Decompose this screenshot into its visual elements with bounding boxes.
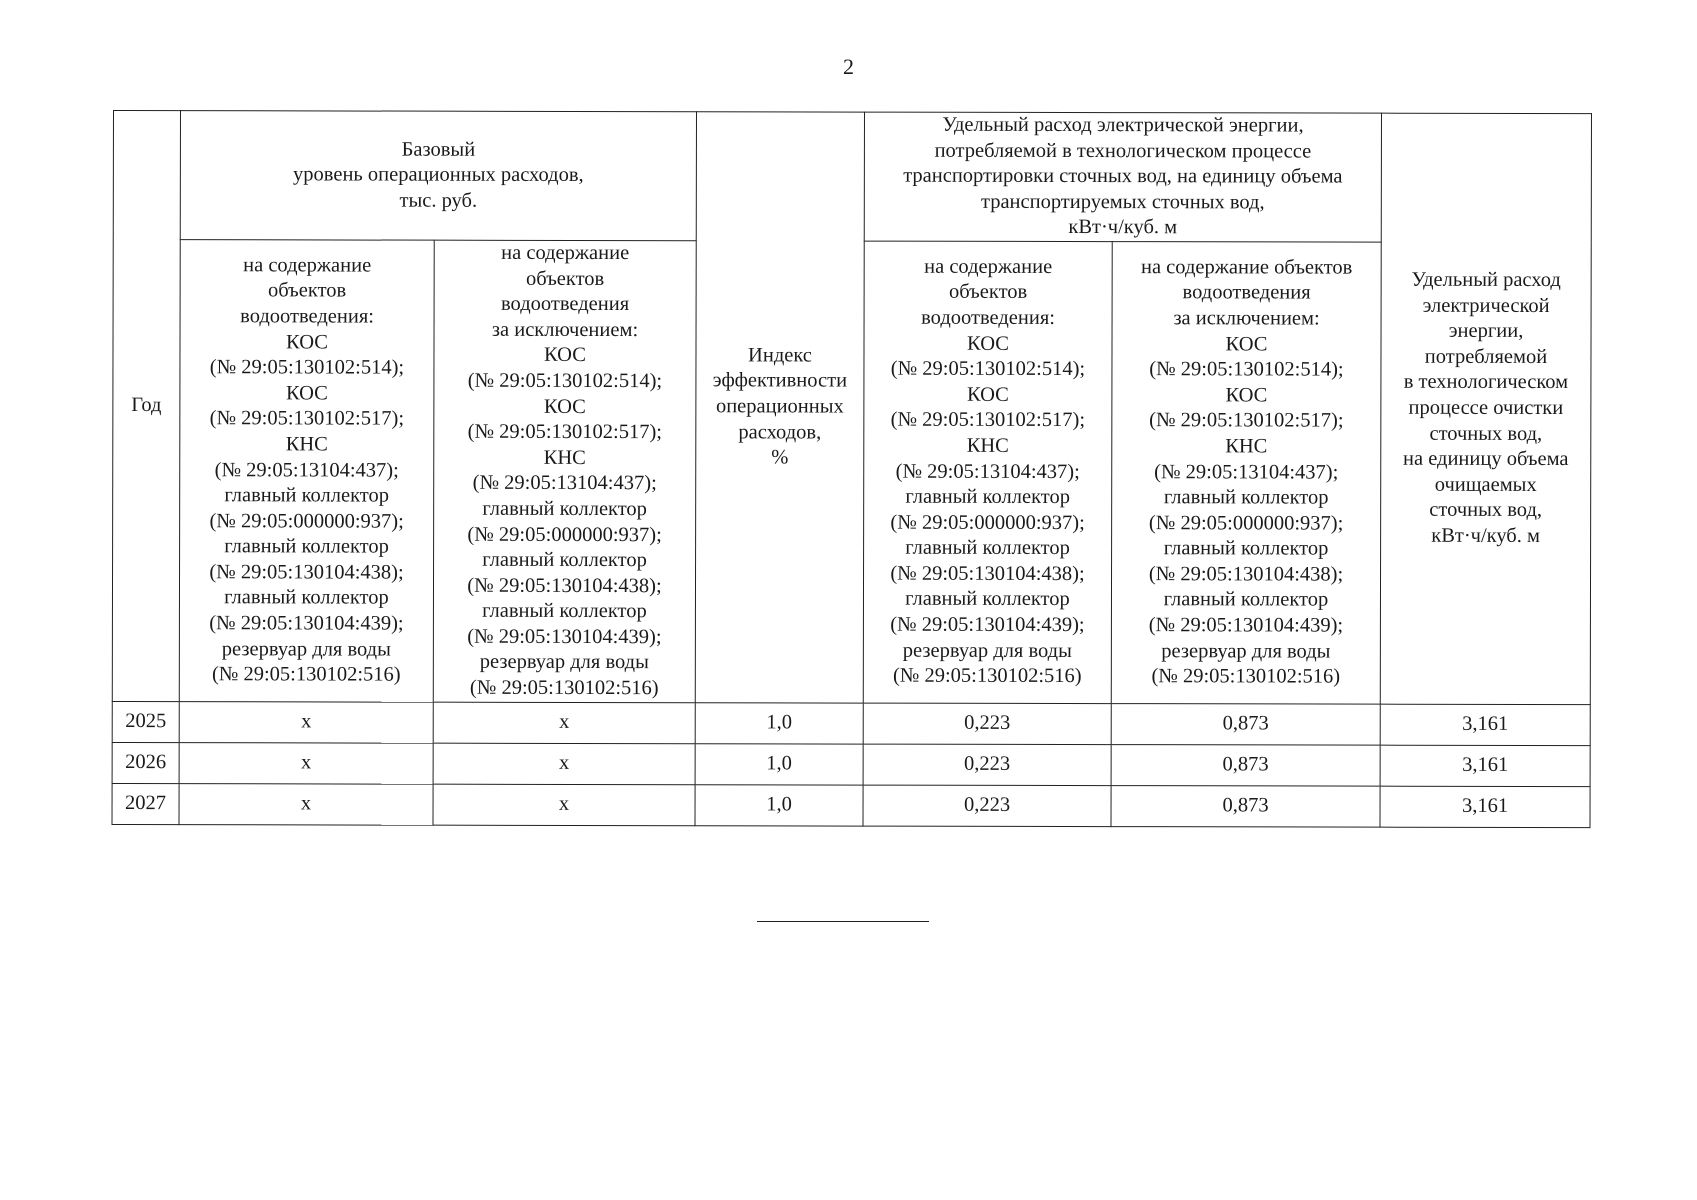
transport-energy-subheader-excluded: на содержание объектов водоотведения за исключением: КОС (№ 29:05:130102:514); КОС (№ 29:05:130102:517); КНС (№ 29:05:13104:437); главный коллектор (№ 29:05:000000:937); главный коллектор (№ 29:05:130104:438); главный коллектор (№ 29:05:130104:439); резервуар для воды (№ 29:05:130102:516)	[1111, 242, 1381, 704]
base-level-excluded-cell: х	[433, 743, 695, 785]
transport-energy-included-cell: 0,223	[863, 785, 1111, 827]
transport-energy-excluded-cell: 0,873	[1111, 703, 1380, 745]
base-level-included-cell: х	[179, 742, 433, 784]
transport-energy-subheader-included: на содержание объектов водоотведения: КОС (№ 29:05:130102:514); КОС (№ 29:05:130102:517); КНС (№ 29:05:13104:437); главный коллектор (№ 29:05:000000:937); главный коллектор (№ 29:05:130104:438); главный коллектор (№ 29:05:130104:439); резервуар для воды (№ 29:05:130102:516)	[863, 241, 1112, 703]
cleaning-energy-cell: 3,161	[1380, 704, 1590, 745]
base-level-excluded-cell: х	[433, 784, 695, 826]
base-level-subheader-excluded: на содержание объектов водоотведения за исключением: КОС (№ 29:05:130102:514); КОС (№ 29:05:130102:517); КНС (№ 29:05:13104:437); главный коллектор (№ 29:05:000000:937); главный коллектор (№ 29:05:130104:438); главный коллектор (№ 29:05:130104:439); резервуар для воды (№ 29:05:130102:516)	[433, 240, 696, 702]
transport-energy-included-cell: 0,223	[863, 744, 1111, 786]
cleaning-energy-cell: 3,161	[1380, 745, 1590, 786]
efficiency-index-cell: 1,0	[695, 784, 863, 825]
table-row	[112, 701, 1590, 745]
transport-energy-excluded-cell: 0,873	[1111, 744, 1380, 786]
transport-energy-included-cell: 0,223	[863, 703, 1111, 745]
efficiency-index-cell: 1,0	[695, 743, 863, 784]
table-row	[112, 742, 1590, 786]
page-number: 2	[843, 54, 854, 79]
base-level-subheader-included: на содержание объектов водоотведения: КОС (№ 29:05:130102:514); КОС (№ 29:05:130102:517); КНС (№ 29:05:13104:437); главный коллектор (№ 29:05:000000:937); главный коллектор (№ 29:05:130104:438); главный коллектор (№ 29:05:130104:439); резервуар для воды (№ 29:05:130102:516)	[179, 240, 434, 702]
tariff-indicators-table	[112, 110, 1593, 828]
base-level-included-cell: х	[179, 701, 433, 743]
cleaning-energy-cell: 3,161	[1380, 786, 1590, 827]
table-row	[112, 783, 1590, 827]
base-level-header: Базовый уровень операционных расходов, тыс. руб.	[180, 111, 696, 241]
cleaning-energy-header: Удельный расход электрической энергии, потребляемой в технологическом процессе очистки сточных вод, на единицу объема очищаемых сточных вод, кВт·ч/куб. м	[1380, 113, 1591, 704]
year-column-header: Год	[112, 111, 180, 702]
efficiency-index-header: Индекс эффективности операционных расходов, %	[695, 112, 864, 703]
base-level-included-cell: х	[179, 783, 433, 825]
end-of-document-separator	[757, 921, 929, 922]
transport-energy-header: Удельный расход электрической энергии, потребляемой в технологическом процессе транспортировки сточных вод, на единицу объема транспортируемых сточных вод, кВт·ч/куб. м	[864, 112, 1381, 242]
year-cell: 2025	[112, 701, 179, 742]
efficiency-index-cell: 1,0	[695, 702, 863, 743]
year-cell: 2026	[112, 742, 179, 783]
year-cell: 2027	[112, 783, 179, 824]
base-level-excluded-cell: х	[433, 702, 695, 744]
transport-energy-excluded-cell: 0,873	[1111, 785, 1380, 827]
